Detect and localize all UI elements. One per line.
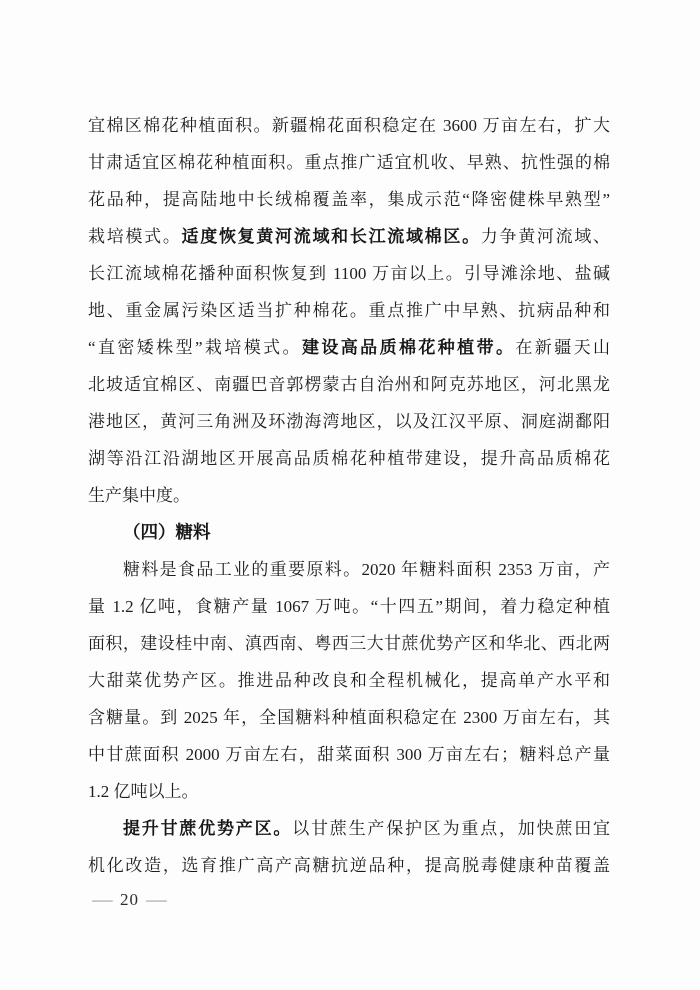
- text-line: [88, 847, 610, 884]
- text-run: 花品种，提高陆地中长绒棉覆盖率，集成示范“降密健株早熟型”: [88, 190, 610, 209]
- text-line: [88, 625, 610, 662]
- text-run: 北坡适宜棉区、南疆巴音郭楞蒙古自治州和阿克苏地区，河北黑龙: [88, 375, 610, 394]
- text-line: [88, 699, 610, 736]
- text-run: “直密矮株型”栽培模式。: [88, 338, 302, 357]
- text-run: 糖料是食品工业的重要原料。2020 年糖料面积 2353 万亩，产: [123, 560, 610, 579]
- section-heading: [88, 514, 610, 551]
- text-line: [88, 810, 610, 847]
- text-run: 在新疆天山: [515, 338, 610, 357]
- text-run: 港地区，黄河三角洲及环渤海湾地区，以及江汉平原、洞庭湖鄱阳: [88, 412, 610, 431]
- text-run: 机化改造，选育推广高产高糖抗逆品种，提高脱毒健康种苗覆盖: [88, 856, 610, 875]
- footer-dash-right: —: [146, 889, 167, 909]
- text-run: 量 1.2 亿吨，食糖产量 1067 万吨。“十四五”期间，着力稳定种植: [88, 597, 610, 616]
- text-line: [88, 477, 610, 514]
- text-line: [88, 403, 610, 440]
- text-run: 面积，建设桂中南、滇西南、粤西三大甘蔗优势产区和华北、西北两: [88, 634, 610, 653]
- text-line: [88, 366, 610, 403]
- text-line: [88, 736, 610, 773]
- page-number: 20: [120, 889, 139, 909]
- text-line: [88, 292, 610, 329]
- text-run: 甘肃适宜区棉花种植面积。重点推广适宜机收、早熟、抗性强的棉: [88, 153, 610, 172]
- page-footer: [94, 881, 165, 918]
- text-run: 大甜菜优势产区。推进品种改良和全程机械化，提高单产水平和: [88, 671, 610, 690]
- text-run: 栽培模式。: [88, 227, 182, 246]
- text-run: 生产集中度。: [88, 486, 190, 505]
- text-run: 以甘蔗生产保护区为重点，加快蔗田宜: [292, 819, 610, 838]
- document-content: [88, 107, 610, 884]
- text-run: 宜棉区棉花种植面积。新疆棉花面积稳定在 3600 万亩左右，扩大: [88, 116, 610, 135]
- text-line: [88, 551, 610, 588]
- emphasis-text-run: 建设高品质棉花种植带。: [301, 338, 516, 357]
- text-run: 1.2 亿吨以上。: [88, 782, 199, 801]
- text-line: [88, 440, 610, 477]
- text-run: 力争黄河流域、: [480, 227, 610, 246]
- text-line: [88, 329, 610, 366]
- text-run: 含糖量。到 2025 年，全国糖料种植面积稳定在 2300 万亩左右，其: [88, 708, 610, 727]
- text-run: 长江流域棉花播种面积恢复到 1100 万亩以上。引导滩涂地、盐碱: [88, 264, 610, 283]
- footer-dash-left: —: [92, 889, 113, 909]
- text-line: [88, 588, 610, 625]
- emphasis-text-run: 提升甘蔗优势产区。: [123, 819, 293, 838]
- emphasis-text-run: （四）糖料: [123, 522, 211, 542]
- text-run: 中甘蔗面积 2000 万亩左右，甜菜面积 300 万亩左右；糖料总产量: [88, 745, 610, 764]
- text-line: [88, 773, 610, 810]
- text-line: [88, 255, 610, 292]
- text-line: [88, 181, 610, 218]
- text-run: 地、重金属污染区适当扩种棉花。重点推广中早熟、抗病品种和: [88, 301, 610, 320]
- text-line: [88, 144, 610, 181]
- text-line: [88, 662, 610, 699]
- emphasis-text-run: 适度恢复黄河流域和长江流域棉区。: [181, 227, 481, 246]
- text-line: [88, 218, 610, 255]
- text-line: [88, 107, 610, 144]
- text-run: 湖等沿江沿湖地区开展高品质棉花种植带建设，提升高品质棉花: [88, 449, 610, 468]
